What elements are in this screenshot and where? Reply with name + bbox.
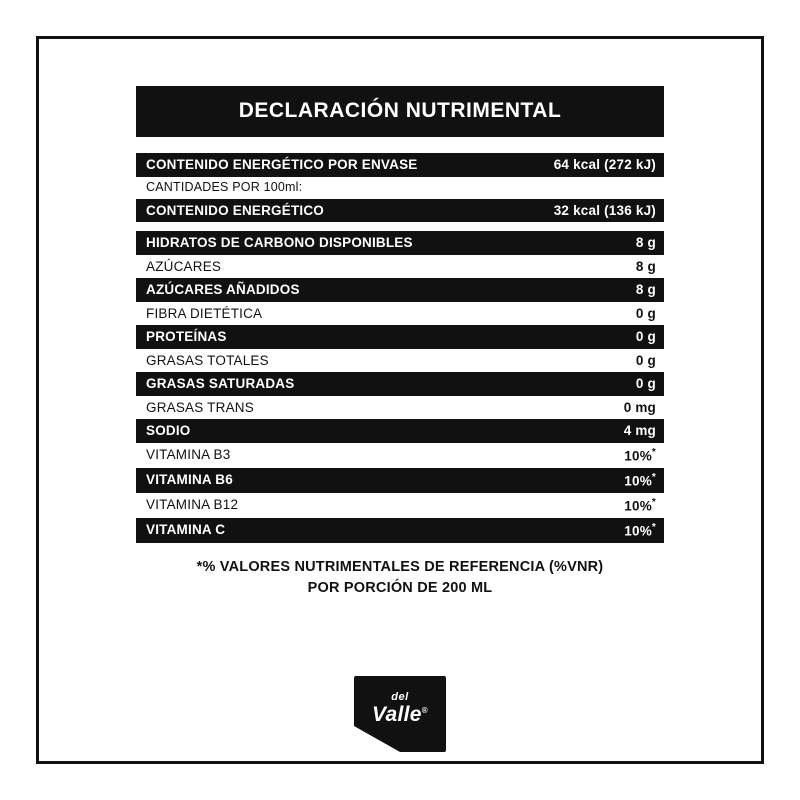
row-label: AZÚCARES AÑADIDOS: [146, 282, 300, 298]
row-label: GRASAS SATURADAS: [146, 376, 295, 392]
logo-text: [354, 692, 446, 726]
row-nutrient: [136, 419, 664, 443]
row-label: FIBRA DIETÉTICA: [146, 305, 263, 321]
row-value: 8 g: [635, 282, 656, 298]
row-value: 0 g: [635, 376, 656, 392]
row-label: CONTENIDO ENERGÉTICO POR ENVASE: [146, 157, 418, 172]
row-value: 0 g: [635, 329, 656, 345]
row-nutrient: [136, 372, 664, 396]
spacer: [136, 222, 664, 231]
row-nutrient: [136, 443, 664, 468]
row-label: CONTENIDO ENERGÉTICO: [146, 202, 325, 218]
row-value: 32 kcal (136 kJ): [553, 202, 656, 218]
del-valle-logo: [354, 676, 446, 752]
row-value: 10%*: [624, 471, 656, 489]
row-label: SODIO: [146, 423, 191, 439]
row-value: 10%*: [624, 446, 656, 464]
brand-logo-area: [0, 676, 800, 752]
row-energy-per-100ml: [136, 199, 664, 223]
row-label: VITAMINA B3: [146, 447, 231, 463]
row-label: PROTEÍNAS: [146, 329, 227, 345]
row-label: HIDRATOS DE CARBONO DISPONIBLES: [146, 235, 413, 251]
row-energy-per-container: [136, 153, 664, 177]
row-value: 10%*: [624, 496, 656, 514]
row-label: VITAMINA C: [146, 522, 226, 538]
logo-del-text: del: [391, 691, 409, 703]
footnote-line-1: *% VALORES NUTRIMENTALES DE REFERENCIA (%VNR): [196, 558, 604, 575]
row-nutrient: [136, 349, 664, 373]
footnote-star: *: [651, 521, 656, 533]
row-nutrient: [136, 468, 664, 493]
row-value: 64 kcal (272 kJ): [553, 157, 656, 172]
row-nutrient: [136, 325, 664, 349]
row-label: GRASAS TOTALES: [146, 352, 269, 368]
logo-valle-text: Valle®: [372, 703, 428, 726]
label-title: DECLARACIÓN NUTRIMENTAL: [136, 86, 664, 137]
row-label: AZÚCARES: [146, 258, 222, 274]
row-per-100ml-note: [136, 177, 664, 199]
row-nutrient: [136, 518, 664, 543]
row-value: 8 g: [635, 235, 656, 251]
footnote-line-2: POR PORCIÓN DE 200 ML: [307, 579, 493, 596]
row-nutrient: [136, 396, 664, 420]
row-nutrient: [136, 278, 664, 302]
row-nutrient: [136, 231, 664, 255]
row-nutrient: [136, 255, 664, 279]
label-content: [136, 86, 664, 599]
footnote-star: *: [651, 471, 656, 483]
footnote-star: *: [651, 496, 656, 508]
footnote-star: *: [651, 446, 656, 458]
row-value: 0 g: [635, 305, 656, 321]
row-value: 0 g: [635, 352, 656, 368]
registered-trademark-icon: ®: [421, 706, 428, 715]
row-nutrient: [136, 493, 664, 518]
row-label: VITAMINA B12: [146, 497, 239, 513]
row-value: 10%*: [624, 521, 656, 539]
row-label: GRASAS TRANS: [146, 399, 254, 415]
footnote: [136, 557, 664, 599]
row-label: CANTIDADES POR 100ml:: [146, 180, 303, 195]
row-value: 0 mg: [623, 399, 656, 415]
nutrition-rows: [136, 148, 664, 543]
row-nutrient: [136, 302, 664, 326]
row-label: VITAMINA B6: [146, 472, 233, 488]
row-value: 8 g: [635, 258, 656, 274]
row-value: 4 mg: [623, 423, 656, 439]
